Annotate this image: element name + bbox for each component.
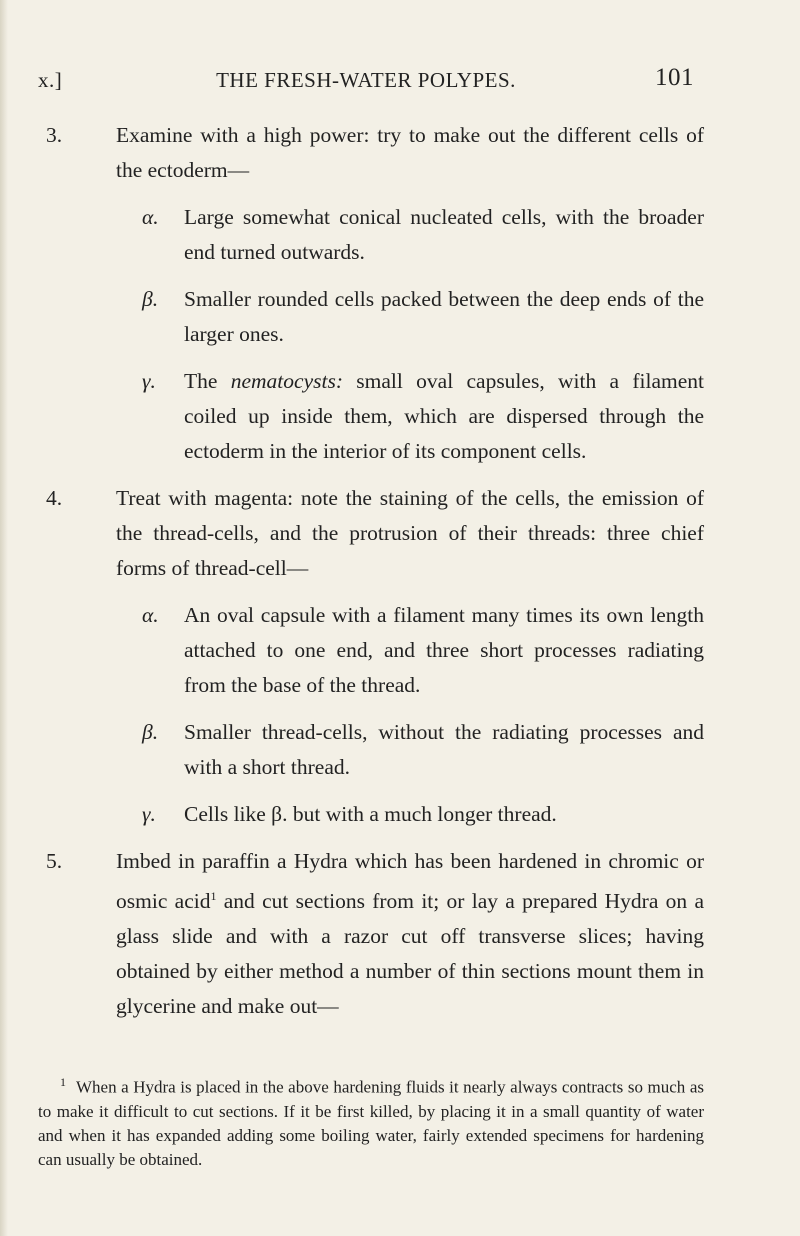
subitem-text: Cells like β. but with a much longer thread. — [184, 802, 557, 826]
item-text: Examine with a high power: try to make out the different cells of the ectoderm— — [116, 123, 704, 182]
chapter-number: x.] — [38, 68, 63, 92]
subitem-gamma — [38, 797, 704, 832]
subitem-mark: α. — [142, 603, 159, 627]
subitem-text: Smaller thread-cells, without the radiating processes and with a short thread. — [184, 720, 704, 779]
subitem-text-pre: The — [184, 369, 231, 393]
subitem-mark: α. — [142, 205, 159, 229]
subitem-beta — [38, 282, 704, 352]
footnote-text: When a Hydra is placed in the above hardening fluids it nearly always contracts so much as to make it difficult to cut sections. If it be first killed, by placing it in a small quantity of water and when it has expanded adding some boiling water, fairly extended specimens for hardening can usually be obtained. — [38, 1077, 704, 1169]
instruction-5 — [38, 844, 704, 1024]
running-header — [38, 64, 694, 98]
subitem-text: Large somewhat conical nucleated cells, with the broader end turned outwards. — [184, 205, 704, 264]
subitem-beta — [38, 715, 704, 785]
running-title: THE FRESH-WATER POLYPES. — [216, 68, 516, 92]
subitem-term: nematocysts: — [230, 369, 343, 393]
instruction-3 — [38, 118, 704, 188]
item-number: 4. — [46, 486, 63, 510]
subitem-mark: β. — [142, 287, 159, 311]
subitem-text: small oval capsules, with a filament coiled up inside them, which are dispersed through the ectoderm in the interior of its component cells. — [184, 369, 704, 463]
footnote-ref: 1 — [210, 889, 217, 903]
item-text: Imbed in paraffin a Hydra which has been hardened in chromic or osmic acid — [116, 849, 704, 914]
subitem-alpha — [38, 200, 704, 270]
instruction-4 — [38, 481, 704, 586]
item-text-continued: and cut sections from it; or lay a prepared Hydra on a glass slide and with a razor cut off transverse slices; having obtained by either method a number of thin sections mount them in glycerine and make out— — [116, 889, 704, 1019]
page-edge-shadow — [0, 0, 8, 1236]
item-number: 3. — [46, 123, 63, 147]
page-number: 101 — [655, 64, 694, 91]
subitem-mark: γ. — [142, 802, 156, 826]
subitem-gamma — [38, 364, 704, 469]
subitem-text: Smaller rounded cells packed between the deep ends of the larger ones. — [184, 287, 704, 346]
item-text: Treat with magenta: note the staining of the cells, the emission of the thread-cells, and the protrusion of their threads: three chief forms of thread-cell— — [116, 486, 704, 580]
subitem-mark: β. — [142, 720, 159, 744]
subitem-mark: γ. — [142, 369, 156, 393]
footnote — [38, 1070, 704, 1172]
page-body — [38, 118, 704, 1024]
subitem-alpha — [38, 598, 704, 703]
subitem-text: An oval capsule with a filament many times its own length attached to one end, and three short processes radiating from the base of the thread. — [184, 603, 704, 697]
item-number: 5. — [46, 849, 63, 873]
footnote-mark: 1 — [60, 1075, 66, 1089]
